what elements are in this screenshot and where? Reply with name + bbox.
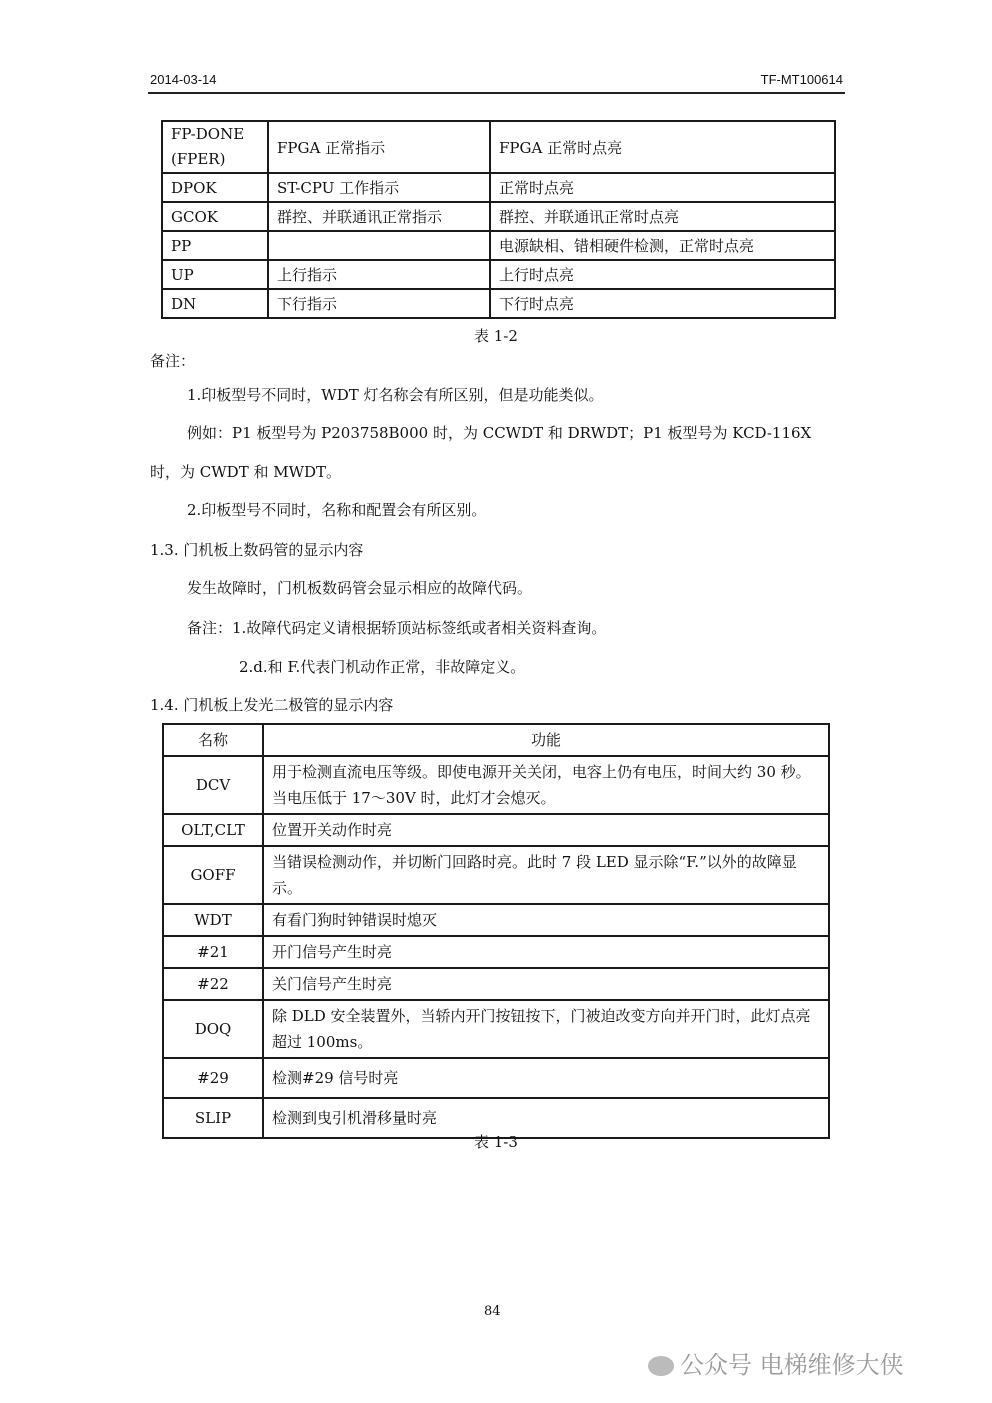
led-name: DCV <box>163 756 263 814</box>
led-desc: FPGA 正常指示 <box>268 121 490 173</box>
table-header-row <box>163 724 829 756</box>
section-1-3-para: 发生故障时，门机板数码管会显示相应的故障代码。 <box>187 579 533 597</box>
header-doc-id: TF-MT100614 <box>760 72 843 87</box>
notes-title: 备注： <box>150 352 196 370</box>
led-name: DOQ <box>163 1000 263 1058</box>
led-name: UP <box>162 260 268 289</box>
table-row <box>162 202 835 231</box>
led-desc <box>268 231 490 260</box>
table-row <box>163 936 829 968</box>
note-2: 2.印板型号不同时，名称和配置会有所区别。 <box>187 501 487 519</box>
table-1-2 <box>161 120 836 319</box>
table-row <box>162 289 835 318</box>
led-state: 群控、并联通讯正常时点亮 <box>490 202 835 231</box>
page-header <box>148 70 845 94</box>
led-state: 电源缺相、错相硬件检测，正常时点亮 <box>490 231 835 260</box>
led-desc: ST-CPU 工作指示 <box>268 173 490 202</box>
table-1-3-caption: 表 1-3 <box>474 1133 518 1151</box>
led-name: DN <box>162 289 268 318</box>
led-name: GCOK <box>162 202 268 231</box>
note-1: 1.印板型号不同时，WDT 灯名称会有所区别，但是功能类似。 <box>187 386 604 404</box>
led-name: FP-DONE (FPER) <box>162 121 268 173</box>
table-row <box>163 1058 829 1098</box>
table-row <box>162 173 835 202</box>
table-row <box>163 968 829 1000</box>
led-function: 检测#29 信号时亮 <box>263 1058 829 1098</box>
header-date: 2014-03-14 <box>150 72 217 87</box>
led-function: 位置开关动作时亮 <box>263 814 829 846</box>
section-1-3-title: 1.3. 门机板上数码管的显示内容 <box>150 541 364 559</box>
led-name: SLIP <box>163 1098 263 1138</box>
table-row <box>163 814 829 846</box>
led-name: #29 <box>163 1058 263 1098</box>
wechat-icon <box>648 1356 674 1376</box>
section-1-4-title: 1.4. 门机板上发光二极管的显示内容 <box>150 696 394 714</box>
table-1-2-caption: 表 1-2 <box>474 327 518 345</box>
col-header-func: 功能 <box>263 724 829 756</box>
led-function: 检测到曳引机滑移量时亮 <box>263 1098 829 1138</box>
led-function: 当错误检测动作，并切断门回路时亮。此时 7 段 LED 显示除“F.”以外的故障显示。 <box>263 846 829 904</box>
led-desc: 群控、并联通讯正常指示 <box>268 202 490 231</box>
watermark <box>648 1345 904 1380</box>
table-row <box>163 1000 829 1058</box>
note-1-example: 例如：P1 板型号为 P203758B000 时，为 CCWDT 和 DRWDT；P1 板型号为 KCD-116X <box>187 424 812 442</box>
led-name: DPOK <box>162 173 268 202</box>
led-state: 下行时点亮 <box>490 289 835 318</box>
led-name: #21 <box>163 936 263 968</box>
section-1-3-note-2: 2.d.和 F.代表门机动作正常，非故障定义。 <box>239 658 526 676</box>
note-1-example-cont: 时，为 CWDT 和 MWDT。 <box>150 463 342 481</box>
led-function: 用于检测直流电压等级。即使电源开关关闭，电容上仍有电压，时间大约 30 秒。当电压低于 17～30V 时，此灯才会熄灭。 <box>263 756 829 814</box>
led-function: 开门信号产生时亮 <box>263 936 829 968</box>
led-function: 关门信号产生时亮 <box>263 968 829 1000</box>
led-desc: 上行指示 <box>268 260 490 289</box>
led-name: WDT <box>163 904 263 936</box>
watermark-text: 公众号 电梯维修大侠 <box>680 1351 904 1379</box>
led-function: 除 DLD 安全装置外，当轿内开门按钮按下，门被迫改变方向并开门时，此灯点亮超过 100ms。 <box>263 1000 829 1058</box>
led-name: GOFF <box>163 846 263 904</box>
led-name: PP <box>162 231 268 260</box>
table-1-3 <box>162 723 830 1139</box>
table-row <box>162 121 835 173</box>
led-state: 正常时点亮 <box>490 173 835 202</box>
col-header-name: 名称 <box>163 724 263 756</box>
led-function: 有看门狗时钟错误时熄灭 <box>263 904 829 936</box>
table-row <box>163 756 829 814</box>
table-row <box>162 260 835 289</box>
page-number: 84 <box>484 1304 501 1319</box>
led-state: 上行时点亮 <box>490 260 835 289</box>
table-row <box>163 904 829 936</box>
led-name: OLT,CLT <box>163 814 263 846</box>
led-state: FPGA 正常时点亮 <box>490 121 835 173</box>
section-1-3-note-1: 备注：1.故障代码定义请根据轿顶站标签纸或者相关资料查询。 <box>187 619 607 637</box>
table-row <box>163 846 829 904</box>
table-row <box>162 231 835 260</box>
led-desc: 下行指示 <box>268 289 490 318</box>
led-name: #22 <box>163 968 263 1000</box>
